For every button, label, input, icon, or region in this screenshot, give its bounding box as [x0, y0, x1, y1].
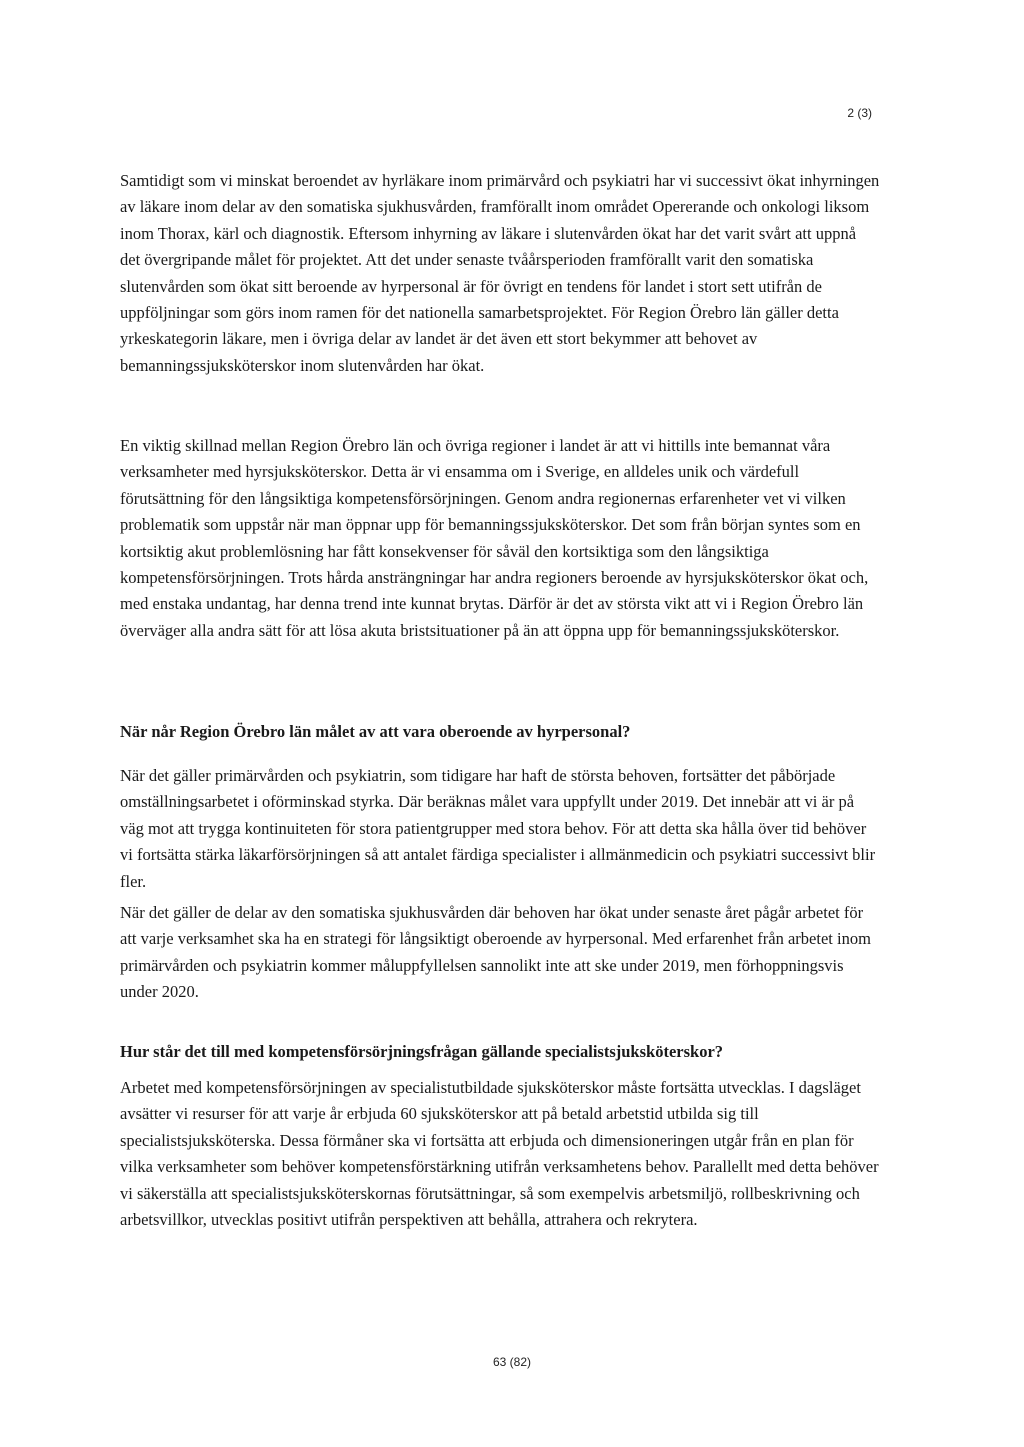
paragraph-hired-nurses: En viktig skillnad mellan Region Örebro län och övriga regioner i landet är att vi hittills inte bemannat våra verksamheter med hyrsjuksköterskor. Detta är vi ensamma om i Sverige, en alldeles unik och värdefull förutsättning för den långsiktiga kompetensförsörjningen. Genom andra regionernas erfarenheter vet vi vilken problematik som uppstår när man öppnar upp för bemanningssjuksköterskor. Det som från början syntes som en kortsiktig akut problemlösning har fått konsekvenser för såväl den kortsiktiga som den långsiktiga kompetensförsörjningen. Trots hårda ansträngningar har andra regioners beroende av hyrsjuksköterskor ökat och, med enstaka undantag, har denna trend inte kunnat brytas. Därför är det av största vikt att vi i Region Örebro län överväger alla andra sätt för att lösa akuta bristsituationer på än att öppna upp för bemanningssjuksköterskor. — [120, 436, 869, 640]
paragraph-hired-doctors: Samtidigt som vi minskat beroendet av hyrläkare inom primärvård och psykiatri har vi successivt ökat inhyrningen av läkare inom delar av den somatiska sjukhusvården, framförallt inom området Opererande och onkologi liksom inom Thorax, kärl och diagnostik. Eftersom inhyrning av läkare i slutenvården ökat har det varit svårt att uppnå det övergripande målet för projektet. Att det under senaste tvåårsperioden framförallt varit den somatiska slutenvården som ökat sitt beroende av hyrpersonal är för övrigt en tendens för landet i stort sett utifrån de uppföljningar som görs inom ramen för det nationella samarbetsprojektet. För Region Örebro län gäller detta yrkeskategorin läkare, men i övriga delar av landet är det även ett stort bekymmer att behovet av bemanningssjuksköterskor inom slutenvården har ökat. — [120, 171, 880, 375]
section-heading-specialist-nurses: Hur står det till med kompetensförsörjningsfrågan gällande specialistsjuksköterskor? — [120, 1042, 724, 1061]
footer-page-number: 63 (82) — [492, 1355, 532, 1369]
section-heading-independence-goal: När når Region Örebro län målet av att vara oberoende av hyrpersonal? — [120, 722, 631, 741]
paragraph-somatic-care: När det gäller de delar av den somatiska sjukhusvården där behoven har ökat under senaste året pågår arbetet för att varje verksamhet ska ha en strategi för långsiktigt oberoende av hyrpersonal. Med erfarenhet från arbetet inom primärvården och psykiatrin kommer måluppfyllelsen sannolikt inte att ske under 2019, men förhoppningsvis under 2020. — [120, 903, 871, 1002]
paragraph-primary-care: När det gäller primärvården och psykiatrin, som tidigare har haft de största behoven, fortsätter det påbörjade omställningsarbetet i oförminskad styrka. Där beräknas målet vara uppfyllt under 2019. Det innebär att vi är på väg mot att trygga kontinuiteten för stora patientgrupper med stora behov. För att detta ska hålla över tid behöver vi fortsätta stärka läkarförsörjningen så att antalet färdiga specialister i allmänmedicin och psykiatri successivt blir fler. — [120, 766, 876, 891]
page-number: 2 (3) — [847, 106, 872, 120]
paragraph-specialist-nurses: Arbetet med kompetensförsörjningen av specialistutbildade sjuksköterskor måste fortsätta utvecklas. I dagsläget avsätter vi resurser för att varje år erbjuda 60 sjuksköterskor att på betald arbetstid utbilda sig till specialistsjuksköterska. Dessa förmåner ska vi fortsätta att erbjuda och dimensioneringen utgår från en plan för vilka verksamheter som behöver kompetensförstärkning utifrån verksamhetens behov. Parallellt med detta behöver vi säkerställa att specialistsjuksköterskornas förutsättningar, så som exempelvis arbetsmiljö, rollbeskrivning och arbetsvillkor, utvecklas positivt utifrån perspektiven att behålla, attrahera och rekrytera. — [120, 1078, 879, 1230]
